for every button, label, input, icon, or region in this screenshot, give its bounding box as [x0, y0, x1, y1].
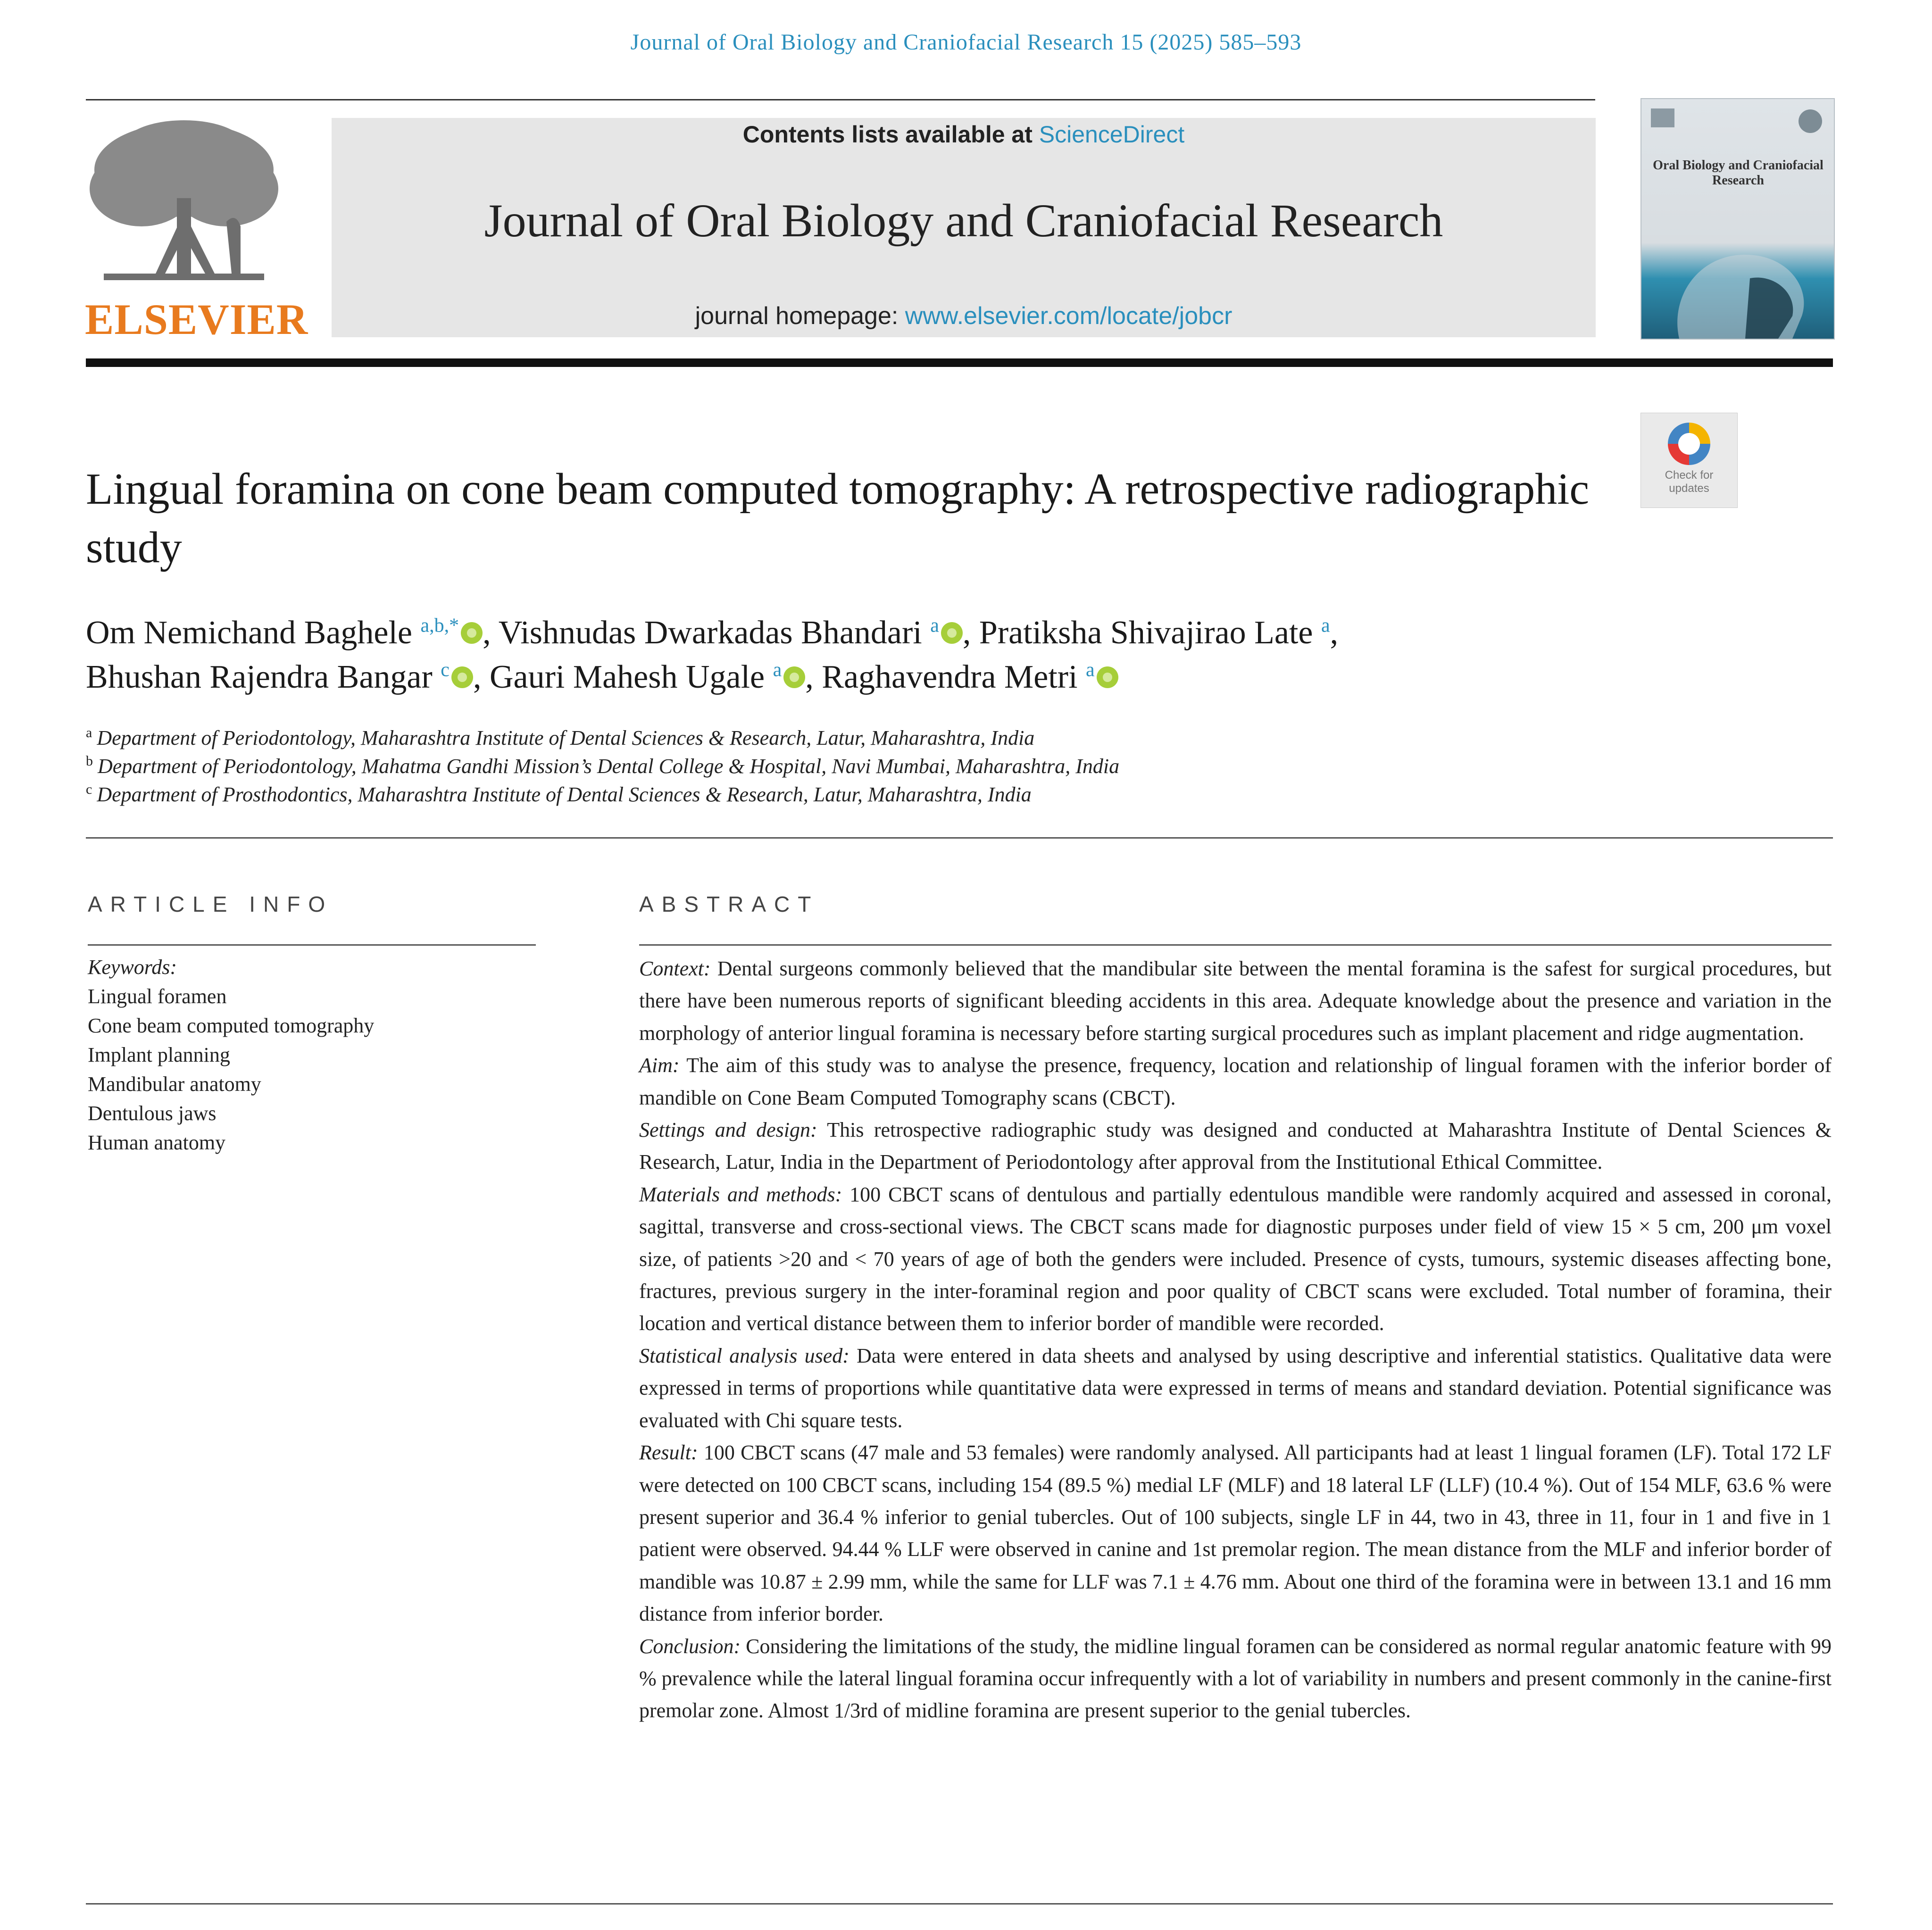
orcid-icon[interactable]: [461, 622, 483, 644]
contents-line: [332, 121, 1596, 148]
abstract-body: [639, 953, 1832, 1727]
affiliation-divider: [86, 837, 1833, 839]
affiliation-letter: a: [86, 725, 92, 741]
crossmark-label: [1641, 469, 1737, 495]
abstract-paragraph: [639, 1114, 1832, 1179]
author-separator: ,: [1330, 615, 1339, 651]
author[interactable]: [499, 615, 979, 651]
keyword-item: Cone beam computed tomography: [88, 1014, 375, 1037]
orcid-icon[interactable]: [783, 666, 805, 688]
author-name: Vishnudas Dwarkadas Bhandari: [498, 615, 922, 651]
abstract-heading: ABSTRACT: [639, 892, 819, 916]
elsevier-logo[interactable]: [85, 118, 308, 344]
affiliation-text: Department of Periodontology, Maharashtra Institute of Dental Sciences & Research, Latur, Maharashtra, India: [97, 726, 1035, 749]
author-affiliation-marker[interactable]: a: [773, 659, 782, 681]
abstract-label: Conclusion:: [639, 1634, 741, 1658]
author[interactable]: [822, 659, 1118, 695]
abstract-text: Data were entered in data sheets and analysed by using descriptive and inferential statistics. Qualitative data were expressed in terms of proportions while quantitative data were expressed in terms of means and standard deviation. Potential significance was evaluated with Chi square tests.: [639, 1344, 1832, 1432]
author-name: Om Nemichand Baghele: [86, 615, 413, 651]
keyword-item: Human anatomy: [88, 1131, 226, 1154]
keyword-item: Lingual foramen: [88, 985, 227, 1008]
author-affiliation-marker[interactable]: c: [441, 659, 450, 681]
abstract-text: 100 CBCT scans of dentulous and partially edentulous mandible were randomly acquired and assessed in coronal, sagittal, transverse and cross-sectional views. The CBCT scans made for diagnostic purposes under field of view 15 × 5 cm, 200 μm voxel size, of patients >20 and < 70 years of age of both the genders were included. Presence of cysts, tumours, systemic diseases affecting bone, fractures, previous surgery in the inter-foraminal region and poor quality of CBCT scans were excluded. Total number of foramina, their location and vertical distance between them to inferior border of mandible were recorded.: [639, 1182, 1832, 1335]
affiliation-text: Department of Prosthodontics, Maharashtra Institute of Dental Sciences & Research, Latur, Maharashtra, India: [97, 783, 1032, 806]
abstract-label: Settings and design:: [639, 1118, 817, 1142]
author-affiliation-marker[interactable]: a,b,*: [420, 615, 459, 637]
author-affiliation-marker[interactable]: a: [1321, 615, 1330, 637]
author-affiliation-marker[interactable]: a: [930, 615, 939, 637]
abstract-label: Context:: [639, 957, 711, 980]
crossmark-icon: [1668, 423, 1710, 465]
abstract-rule: [639, 944, 1832, 946]
homepage-prefix: journal homepage:: [695, 302, 905, 330]
author-separator: ,: [483, 615, 499, 651]
keywords-block: [88, 953, 559, 1157]
author[interactable]: [86, 615, 499, 651]
author-separator: ,: [473, 659, 490, 695]
author-list: [86, 611, 1840, 699]
abstract-text: 100 CBCT scans (47 male and 53 females) were randomly analysed. All participants had at least 1 lingual foramen (LF). Total 172 LF were detected on 100 CBCT scans, including 154 (89.5 %) medial LF (MLF) and 18 lateral LF (LLF) (10.4 %). Out of 154 MLF, 63.6 % were present superior and 36.4 % inferior to genial tubercles. Out of 100 subjects, single LF in 44, two in 43, three in 11, four in 1 and five in 1 patient were observed. 94.44 % LLF were observed in canine and 1st premolar region. The mean distance from the MLF and inferior border of mandible was 10.87 ± 2.99 mm, while the same for LLF was 7.1 ± 4.76 mm. About one third of the foramina were in between 13.1 and 16 mm distance from inferior border.: [639, 1441, 1832, 1626]
publisher-name: ELSEVIER: [85, 295, 308, 343]
crossmark-line1: Check for: [1665, 469, 1714, 482]
abstract-bottom-rule: [86, 1903, 1833, 1905]
cover-logo-icon: [1651, 108, 1674, 127]
crossmark-line2: updates: [1669, 482, 1709, 495]
abstract-label: Statistical analysis used:: [639, 1344, 849, 1367]
affiliation-text: Department of Periodontology, Mahatma Gandhi Mission’s Dental College & Hospital, Navi Mumbai, Maharashtra, India: [98, 755, 1120, 778]
article-info-rule: [88, 944, 536, 946]
abstract-text: The aim of this study was to analyse the presence, frequency, location and relationship of lingual foramen with the inferior border of mandible on Cone Beam Computed Tomography scans (CBCT).: [639, 1054, 1832, 1109]
abstract-paragraph: [639, 1049, 1832, 1114]
abstract-paragraph: [639, 1437, 1832, 1630]
author[interactable]: [979, 615, 1338, 651]
affiliation-letter: c: [86, 782, 92, 798]
tree-icon: [85, 118, 283, 297]
abstract-paragraph: [639, 1631, 1832, 1727]
journal-name: Journal of Oral Biology and Craniofacial Research: [484, 194, 1443, 247]
author-name: Gauri Mahesh Ugale: [489, 659, 765, 695]
abstract-paragraph: [639, 1179, 1832, 1340]
author[interactable]: [490, 659, 822, 695]
author-name: Raghavendra Metri: [822, 659, 1078, 695]
cover-title: Oral Biology and Craniofacial Research: [1653, 158, 1824, 188]
header-bottom-rule: [86, 358, 1833, 367]
abstract-paragraph: [639, 1340, 1832, 1437]
keyword-item: Dentulous jaws: [88, 1102, 217, 1125]
abstract-text: Considering the limitations of the study, the midline lingual foramen can be considered as normal regular anatomic feature with 99 % prevalence while the lateral lingual foramina occur infrequently with a lot of variability in numbers and present commonly in the canine-first premolar zone. Almost 1/3rd of midline foramina are present superior to the genial tubercles.: [639, 1634, 1832, 1722]
affiliation-letter: b: [86, 753, 93, 769]
journal-cover-thumbnail[interactable]: [1641, 98, 1835, 340]
author-separator: ,: [962, 615, 979, 651]
orcid-icon[interactable]: [1097, 666, 1118, 688]
abstract-label: Result:: [639, 1441, 698, 1464]
abstract-text: Dental surgeons commonly believed that the mandibular site between the mental foramina is the safest for surgical procedures, but there have been numerous reports of significant bleeding accidents in this area. Adequate knowledge about the presence and variation in the morphology of anterior lingual foramina is necessary before starting surgical procedures such as implant placement and ridge augmentation.: [639, 957, 1832, 1045]
affiliation-list: [86, 724, 1840, 809]
cover-badge-icon: [1799, 109, 1822, 133]
journal-masthead: [332, 118, 1596, 337]
affiliation-item: [86, 724, 1840, 752]
author-separator: ,: [805, 659, 822, 695]
running-head: Journal of Oral Biology and Craniofacial Research 15 (2025) 585–593: [630, 30, 1302, 55]
sciencedirect-link[interactable]: ScienceDirect: [1039, 121, 1185, 148]
abstract-label: Aim:: [639, 1054, 680, 1077]
homepage-line: [332, 302, 1596, 330]
keyword-item: Implant planning: [88, 1043, 230, 1066]
keywords-label: Keywords:: [88, 956, 177, 979]
article-title: Lingual foramina on cone beam computed tomography: A retrospective radiographic study: [86, 465, 1590, 572]
skull-icon: [1660, 241, 1816, 339]
check-for-updates-button[interactable]: [1641, 413, 1738, 508]
homepage-link[interactable]: www.elsevier.com/locate/jobcr: [905, 302, 1232, 330]
author[interactable]: [86, 659, 490, 695]
orcid-icon[interactable]: [451, 666, 473, 688]
author-name: Bhushan Rajendra Bangar: [86, 659, 433, 695]
header-top-rule: [86, 99, 1595, 100]
keyword-item: Mandibular anatomy: [88, 1073, 261, 1096]
abstract-paragraph: [639, 953, 1832, 1049]
abstract-label: Materials and methods:: [639, 1182, 842, 1206]
author-name: Pratiksha Shivajirao Late: [979, 615, 1313, 651]
affiliation-item: [86, 781, 1840, 809]
affiliation-item: [86, 752, 1840, 781]
author-affiliation-marker[interactable]: a: [1086, 659, 1095, 681]
contents-prefix: Contents lists available at: [742, 121, 1039, 148]
abstract-text: This retrospective radiographic study was designed and conducted at Maharashtra Institute of Dental Sciences & Research, Latur, India in the Department of Periodontology after approval from the Institutional Ethical Committee.: [639, 1118, 1832, 1174]
orcid-icon[interactable]: [941, 622, 963, 644]
article-info-heading: ARTICLE INFO: [88, 892, 333, 916]
